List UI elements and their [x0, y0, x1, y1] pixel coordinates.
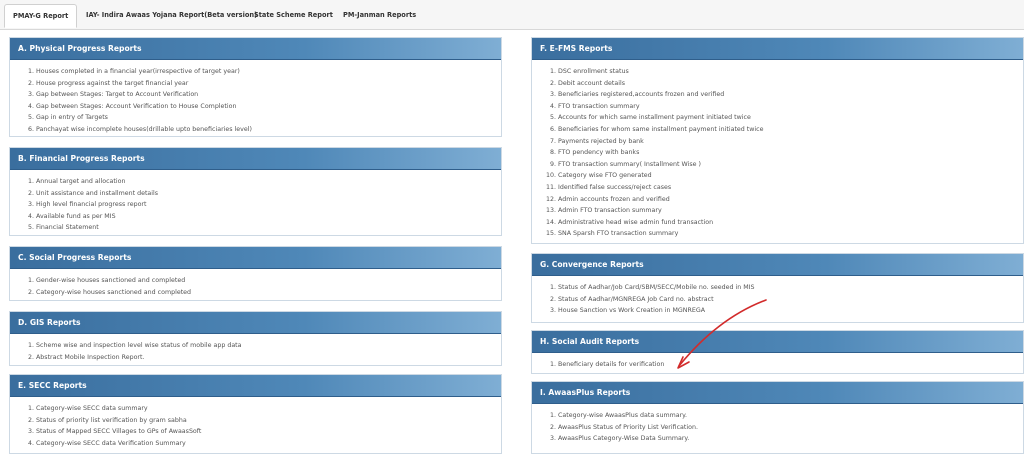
- convergence-report-link-2[interactable]: 2. Status of Aadhar/MGNREGA Job Card no. abstract: [558, 294, 1023, 306]
- awaasplus-reports-panel: [531, 381, 1024, 454]
- physical-progress-link-4[interactable]: 4. Gap between Stages: Account Verification to House Completion: [36, 101, 501, 113]
- convergence-reports-header: G. Convergence Reports: [532, 254, 1023, 276]
- gis-reports-header: D. GIS Reports: [10, 312, 501, 334]
- efms-report-link-13[interactable]: 13. Admin FTO transaction summary: [558, 205, 1023, 217]
- efms-report-link-4[interactable]: 4. FTO transaction summary: [558, 101, 1023, 113]
- tab-pmay-g-report[interactable]: PMAY-G Report: [4, 4, 77, 28]
- awaasplus-report-link-3[interactable]: 3. AwaasPlus Category-Wise Data Summary.: [558, 433, 1023, 445]
- social-audit-link-1[interactable]: 1. Beneficiary details for verification: [558, 359, 1023, 371]
- social-audit-panel: [531, 330, 1024, 374]
- physical-progress-link-3[interactable]: 3. Gap between Stages: Target to Account Verification: [36, 89, 501, 101]
- efms-report-link-15[interactable]: 15. SNA Sparsh FTO transaction summary: [558, 228, 1023, 240]
- secc-report-link-3[interactable]: 3. Status of Mapped SECC Villages to GPs of AwaasSoft: [36, 426, 501, 438]
- gis-report-link-2[interactable]: 2. Abstract Mobile Inspection Report.: [36, 352, 501, 364]
- efms-report-link-8[interactable]: 8. FTO pendency with banks: [558, 147, 1023, 159]
- efms-report-link-6[interactable]: 6. Beneficiaries for whom same installment payment initiated twice: [558, 124, 1023, 136]
- social-audit-header: H. Social Audit Reports: [532, 331, 1023, 353]
- secc-report-link-1[interactable]: 1. Category-wise SECC data summary: [36, 403, 501, 415]
- efms-reports-panel: [531, 37, 1024, 244]
- efms-report-link-12[interactable]: 12. Admin accounts frozen and verified: [558, 194, 1023, 206]
- social-progress-link-2[interactable]: 2. Category-wise houses sanctioned and completed: [36, 287, 501, 299]
- financial-progress-header: B. Financial Progress Reports: [10, 148, 501, 170]
- gis-reports-panel: [9, 311, 502, 366]
- efms-report-link-10[interactable]: 10. Category wise FTO generated: [558, 170, 1023, 182]
- awaasplus-reports-header: I. AwaasPlus Reports: [532, 382, 1023, 404]
- secc-report-link-4[interactable]: 4. Category-wise SECC data Verification Summary: [36, 438, 501, 450]
- awaasplus-report-link-2[interactable]: 2. AwaasPlus Status of Priority List Verification.: [558, 422, 1023, 434]
- physical-progress-panel: [9, 37, 502, 137]
- physical-progress-link-2[interactable]: 2. House progress against the target financial year: [36, 78, 501, 90]
- gis-report-link-1[interactable]: 1. Scheme wise and inspection level wise status of mobile app data: [36, 340, 501, 352]
- physical-progress-header: A. Physical Progress Reports: [10, 38, 501, 60]
- efms-report-link-7[interactable]: 7. Payments rejected by bank: [558, 136, 1023, 148]
- efms-report-link-9[interactable]: 9. FTO transaction summary( Installment Wise ): [558, 159, 1023, 171]
- secc-reports-panel: [9, 374, 502, 454]
- convergence-reports-panel: [531, 253, 1024, 323]
- convergence-report-link-3[interactable]: 3. House Sanction vs Work Creation in MGNREGA: [558, 305, 1023, 317]
- physical-progress-link-1[interactable]: 1. Houses completed in a financial year(irrespective of target year): [36, 66, 501, 78]
- report-tab-bar: [0, 0, 1024, 30]
- financial-progress-link-4[interactable]: 4. Available fund as per MIS: [36, 211, 501, 223]
- efms-report-link-5[interactable]: 5. Accounts for which same installment payment initiated twice: [558, 112, 1023, 124]
- social-progress-link-1[interactable]: 1. Gender-wise houses sanctioned and completed: [36, 275, 501, 287]
- awaasplus-report-link-1[interactable]: 1. Category-wise AwaasPlus data summary.: [558, 410, 1023, 422]
- physical-progress-link-5[interactable]: 5. Gap in entry of Targets: [36, 112, 501, 124]
- tab-state-scheme-report[interactable]: State Scheme Report: [254, 11, 333, 19]
- efms-report-link-1[interactable]: 1. DSC enrollment status: [558, 66, 1023, 78]
- convergence-report-link-1[interactable]: 1. Status of Aadhar/Job Card/SBM/SECC/Mobile no. seeded in MIS: [558, 282, 1023, 294]
- social-progress-header: C. Social Progress Reports: [10, 247, 501, 269]
- financial-progress-link-3[interactable]: 3. High level financial progress report: [36, 199, 501, 211]
- efms-reports-header: F. E-FMS Reports: [532, 38, 1023, 60]
- financial-progress-link-1[interactable]: 1. Annual target and allocation: [36, 176, 501, 188]
- financial-progress-panel: [9, 147, 502, 236]
- financial-progress-link-5[interactable]: 5. Financial Statement: [36, 222, 501, 234]
- efms-report-link-11[interactable]: 11. Identified false success/reject cases: [558, 182, 1023, 194]
- tab-pm-janman-reports[interactable]: PM-Janman Reports: [343, 11, 417, 19]
- efms-report-link-2[interactable]: 2. Debit account details: [558, 78, 1023, 90]
- secc-report-link-2[interactable]: 2. Status of priority list verification by gram sabha: [36, 415, 501, 427]
- efms-report-link-14[interactable]: 14. Administrative head wise admin fund transaction: [558, 217, 1023, 229]
- financial-progress-link-2[interactable]: 2. Unit assistance and installment details: [36, 188, 501, 200]
- physical-progress-link-6[interactable]: 6. Panchayat wise incomplete houses(drillable upto beneficiaries level): [36, 124, 501, 136]
- social-progress-panel: [9, 246, 502, 301]
- tab-iay-report[interactable]: IAY- Indira Awaas Yojana Report(Beta version): [86, 11, 258, 19]
- efms-report-link-3[interactable]: 3. Beneficiaries registered,accounts frozen and verified: [558, 89, 1023, 101]
- secc-reports-header: E. SECC Reports: [10, 375, 501, 397]
